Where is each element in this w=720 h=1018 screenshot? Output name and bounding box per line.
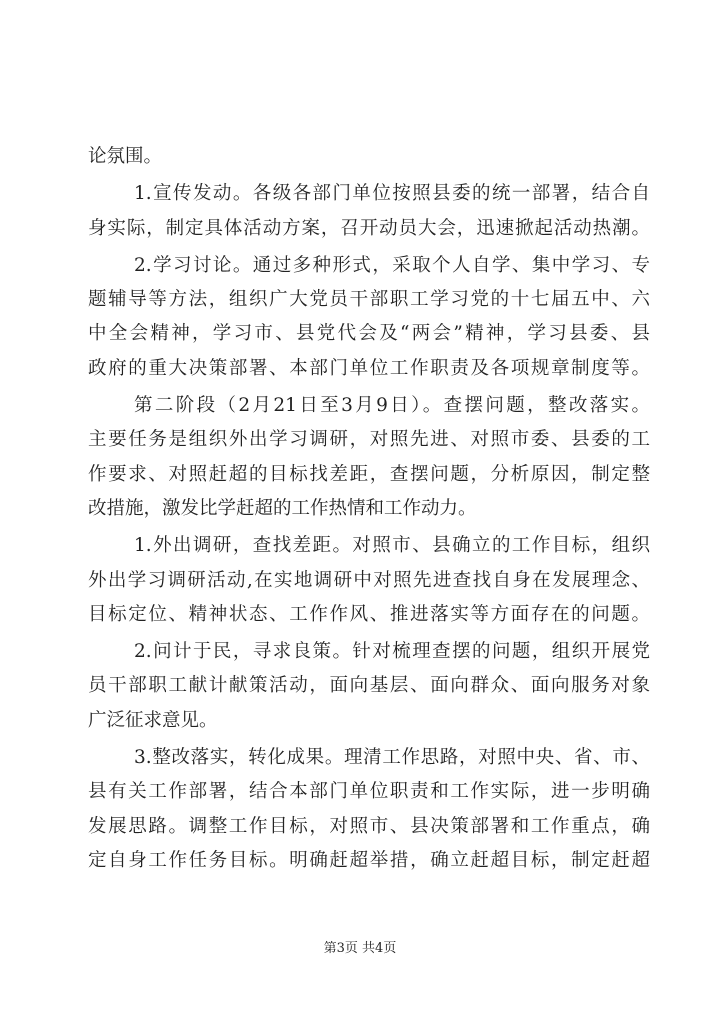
text-line: 政府的重大决策部署、本部门单位工作职责及各项规章制度等。 (88, 357, 650, 379)
text-line: 论氛围。 (88, 146, 163, 167)
text-line: 广泛征求意见。 (88, 709, 218, 731)
text-line: 目标定位、精神状态、工作作风、推进落实等方面存在的问题。 (88, 603, 650, 625)
paragraph (88, 140, 650, 174)
text-line: 发展思路。调整工作目标，对照市、县决策部署和工作重点，确 (88, 815, 650, 837)
text-line: 定自身工作任务目标。明确赶超举措，确立赶超目标，制定赶超 (88, 849, 650, 871)
text-line: 3.整改落实，转化成果。理清工作思路，对照中央、省、市、 (134, 747, 650, 769)
text-line: 2.问计于民，寻求良策。针对梳理查摆的问题，组织开展党 (134, 641, 650, 663)
text-line: 1.外出调研，查找差距。对照市、县确立的工作目标，组织 (134, 535, 650, 557)
paragraph (88, 529, 650, 632)
paragraph (88, 741, 650, 878)
text-line: 中全会精神，学习市、县党代会及“两会”精神，学习县委、县 (88, 323, 650, 345)
paragraph (88, 249, 650, 386)
text-line: 第二阶段（2月21日至3月9日）。查摆问题，整改落实。 (134, 395, 650, 417)
text-line: 作要求、对照赶超的目标找差距，查摆问题，分析原因，制定整 (88, 463, 650, 485)
paragraph (88, 635, 650, 738)
page-footer: 第3页 共4页 (323, 941, 397, 956)
text-line: 2.学习讨论。通过多种形式，采取个人自学、集中学习、专 (134, 254, 650, 276)
text-line: 改措施，激发比学赶超的工作热情和工作动力。 (88, 497, 477, 519)
text-line: 身实际，制定具体活动方案，召开动员大会，迅速掀起活动热潮。 (88, 217, 650, 239)
paragraph (88, 389, 650, 526)
text-line: 外出学习调研活动,在实地调研中对照先进查找自身在发展理念、 (88, 569, 650, 591)
text-line: 员干部职工献计献策活动，面向基层、面向群众、面向服务对象 (88, 675, 650, 697)
text-line: 1.宣传发动。各级各部门单位按照县委的统一部署，结合自 (134, 183, 650, 205)
text-line: 县有关工作部署，结合本部门单位职责和工作实际，进一步明确 (88, 781, 650, 803)
text-line: 题辅导等方法，组织广大党员干部职工学习党的十七届五中、六 (88, 289, 650, 311)
paragraph (88, 177, 650, 246)
text-line: 主要任务是组织外出学习调研，对照先进、对照市委、县委的工 (88, 429, 650, 451)
document-body (88, 140, 650, 881)
